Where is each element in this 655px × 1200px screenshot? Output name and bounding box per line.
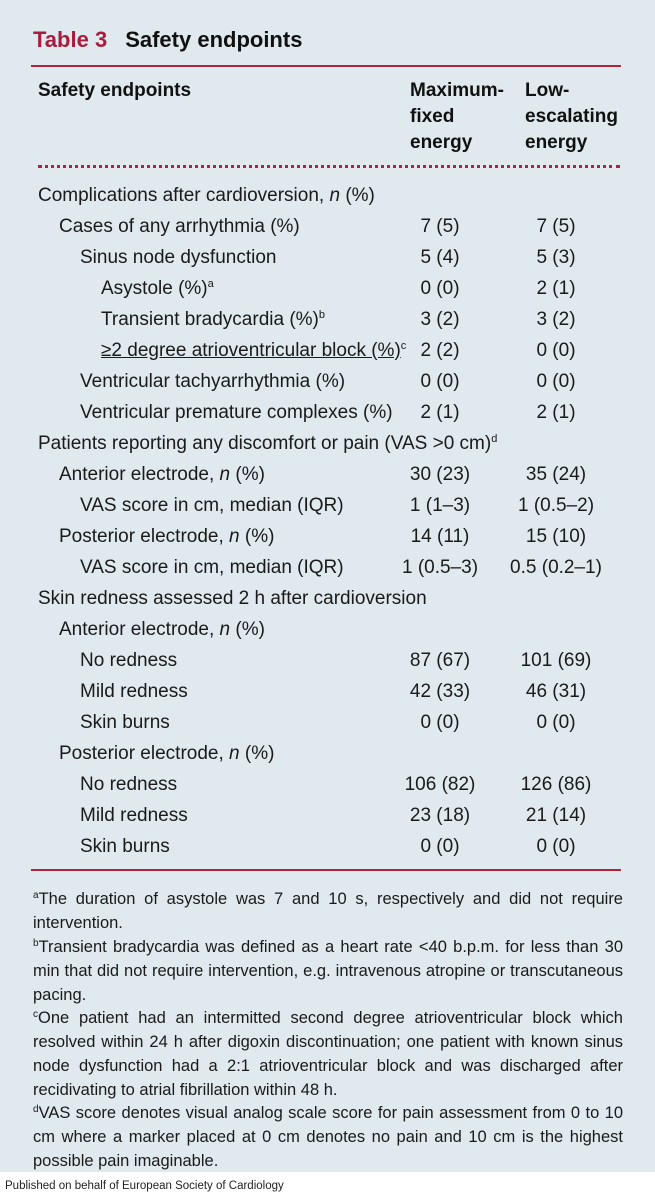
table-caption: Safety endpoints — [125, 27, 303, 52]
table-row — [0, 397, 655, 428]
table-row — [0, 273, 655, 304]
cell-maximum-fixed: 0 (0) — [420, 712, 460, 733]
cell-maximum-fixed: 2 (2) — [420, 340, 460, 361]
footnote-d: $^d$VAS score denotes visual analog scale score for pain assessment from 0 to 10 cm where a marker placed at 0 cm denotes no pain and 10 cm is the highest possible pain imaginable. — [33, 1104, 623, 1170]
cell-maximum-fixed: 87 (67) — [409, 650, 471, 671]
cell-low-escalating: 35 (24) — [525, 464, 587, 485]
row-label: ≥2 degree atrioventricular block (%)$^c$ — [101, 340, 407, 361]
cell-low-escalating: 101 (69) — [520, 650, 592, 671]
row-label: VAS score in cm, median (IQR) — [80, 557, 344, 578]
cell-low-escalating: 0 (0) — [536, 712, 576, 733]
header-col2: Low- escalating energy — [525, 80, 618, 153]
table-number: Table 3 — [33, 27, 108, 52]
row-label: Mild redness — [80, 681, 188, 702]
cell-low-escalating: 46 (31) — [525, 681, 587, 702]
cell-maximum-fixed: 2 (1) — [420, 402, 460, 423]
header-label: Safety endpoints — [38, 80, 192, 101]
cell-maximum-fixed: 1 (0.5–3) — [401, 557, 479, 578]
cell-maximum-fixed: 0 (0) — [420, 836, 460, 857]
row-label: Skin burns — [80, 836, 170, 857]
cell-low-escalating: 0 (0) — [536, 340, 576, 361]
table-row — [0, 211, 655, 242]
cell-low-escalating: 7 (5) — [536, 216, 576, 237]
table-row — [0, 180, 655, 211]
row-label: Patients reporting any discomfort or pain (VAS >0 cm)$^d$ — [38, 433, 498, 454]
row-label: Ventricular tachyarrhythmia (%) — [80, 371, 346, 392]
cell-low-escalating: 2 (1) — [536, 278, 576, 299]
cell-maximum-fixed: 30 (23) — [409, 464, 471, 485]
table-row — [0, 552, 655, 583]
row-label: Anterior electrode, n (%) — [59, 464, 265, 485]
table-row — [0, 521, 655, 552]
table-row — [0, 645, 655, 676]
table-row — [0, 335, 655, 366]
cell-maximum-fixed: 3 (2) — [420, 309, 460, 330]
cell-low-escalating: 126 (86) — [520, 774, 592, 795]
footnote-a: $^a$The duration of asystole was 7 and 10 s, respectively and did not require intervention. — [33, 890, 623, 932]
cell-maximum-fixed: 0 (0) — [420, 278, 460, 299]
cell-maximum-fixed: 23 (18) — [409, 805, 471, 826]
row-label: Posterior electrode, n (%) — [59, 526, 275, 547]
table-row — [0, 614, 655, 645]
table-row — [0, 428, 655, 459]
cell-low-escalating: 3 (2) — [536, 309, 576, 330]
table-row — [0, 304, 655, 335]
table-row — [0, 676, 655, 707]
row-label: VAS score in cm, median (IQR) — [80, 495, 344, 516]
row-label: Posterior electrode, n (%) — [59, 743, 275, 764]
row-label: Ventricular premature complexes (%) — [80, 402, 393, 423]
cell-low-escalating: 0 (0) — [536, 371, 576, 392]
header-col1: Maximum- fixed energy — [410, 80, 504, 153]
cell-low-escalating: 0 (0) — [536, 836, 576, 857]
table-row — [0, 800, 655, 831]
table-row — [0, 490, 655, 521]
row-label: Complications after cardioversion, n (%) — [38, 185, 375, 206]
table-row — [0, 366, 655, 397]
row-label: No redness — [80, 774, 178, 795]
cell-maximum-fixed: 7 (5) — [420, 216, 460, 237]
row-label: Cases of any arrhythmia (%) — [59, 216, 300, 237]
header-divider — [38, 165, 620, 168]
table-row — [0, 459, 655, 490]
publisher-credit: Published on behalf of European Society of Cardiology — [5, 1180, 284, 1192]
cell-low-escalating: 1 (0.5–2) — [517, 495, 595, 516]
table-row — [0, 583, 655, 614]
row-label: Transient bradycardia (%)$^b$ — [101, 309, 326, 330]
table-row — [0, 707, 655, 738]
row-label: No redness — [80, 650, 178, 671]
cell-low-escalating: 2 (1) — [536, 402, 576, 423]
cell-low-escalating: 0.5 (0.2–1) — [510, 557, 602, 578]
cell-maximum-fixed: 5 (4) — [420, 247, 460, 268]
row-label: Asystole (%)$^a$ — [101, 278, 214, 299]
table-title — [33, 27, 302, 57]
cell-maximum-fixed: 0 (0) — [420, 371, 460, 392]
row-label: Skin redness assessed 2 h after cardioversion — [38, 588, 427, 609]
row-label: Sinus node dysfunction — [80, 247, 277, 268]
cell-maximum-fixed: 42 (33) — [409, 681, 471, 702]
cell-maximum-fixed: 14 (11) — [410, 526, 470, 547]
cell-low-escalating: 21 (14) — [525, 805, 587, 826]
cell-maximum-fixed: 1 (1–3) — [409, 495, 471, 516]
table-row — [0, 738, 655, 769]
cell-low-escalating: 15 (10) — [525, 526, 587, 547]
table-row — [0, 769, 655, 800]
cell-maximum-fixed: 106 (82) — [404, 774, 476, 795]
cell-low-escalating: 5 (3) — [536, 247, 576, 268]
top-rule — [31, 65, 621, 67]
row-label: Skin burns — [80, 712, 170, 733]
row-label: Anterior electrode, n (%) — [59, 619, 265, 640]
table-row — [0, 242, 655, 273]
row-label: Mild redness — [80, 805, 188, 826]
footnote-c: $^c$One patient had an intermitted second degree atrioventricular block which resolved within 24 h after digoxin discontinuation; one patient with known sinus node dysfunction had a 2:1 atrioventricular block and was discharged after recidivating to atrial fibrillation within 48 h. — [33, 1009, 623, 1099]
footnote-b: $^b$Transient bradycardia was defined as a heart rate <40 b.p.m. for less than 30 min that did not require intervention, e.g. intravenous atropine or transcutaneous pacing. — [33, 938, 623, 1004]
bottom-rule — [31, 869, 621, 871]
table-row — [0, 831, 655, 862]
